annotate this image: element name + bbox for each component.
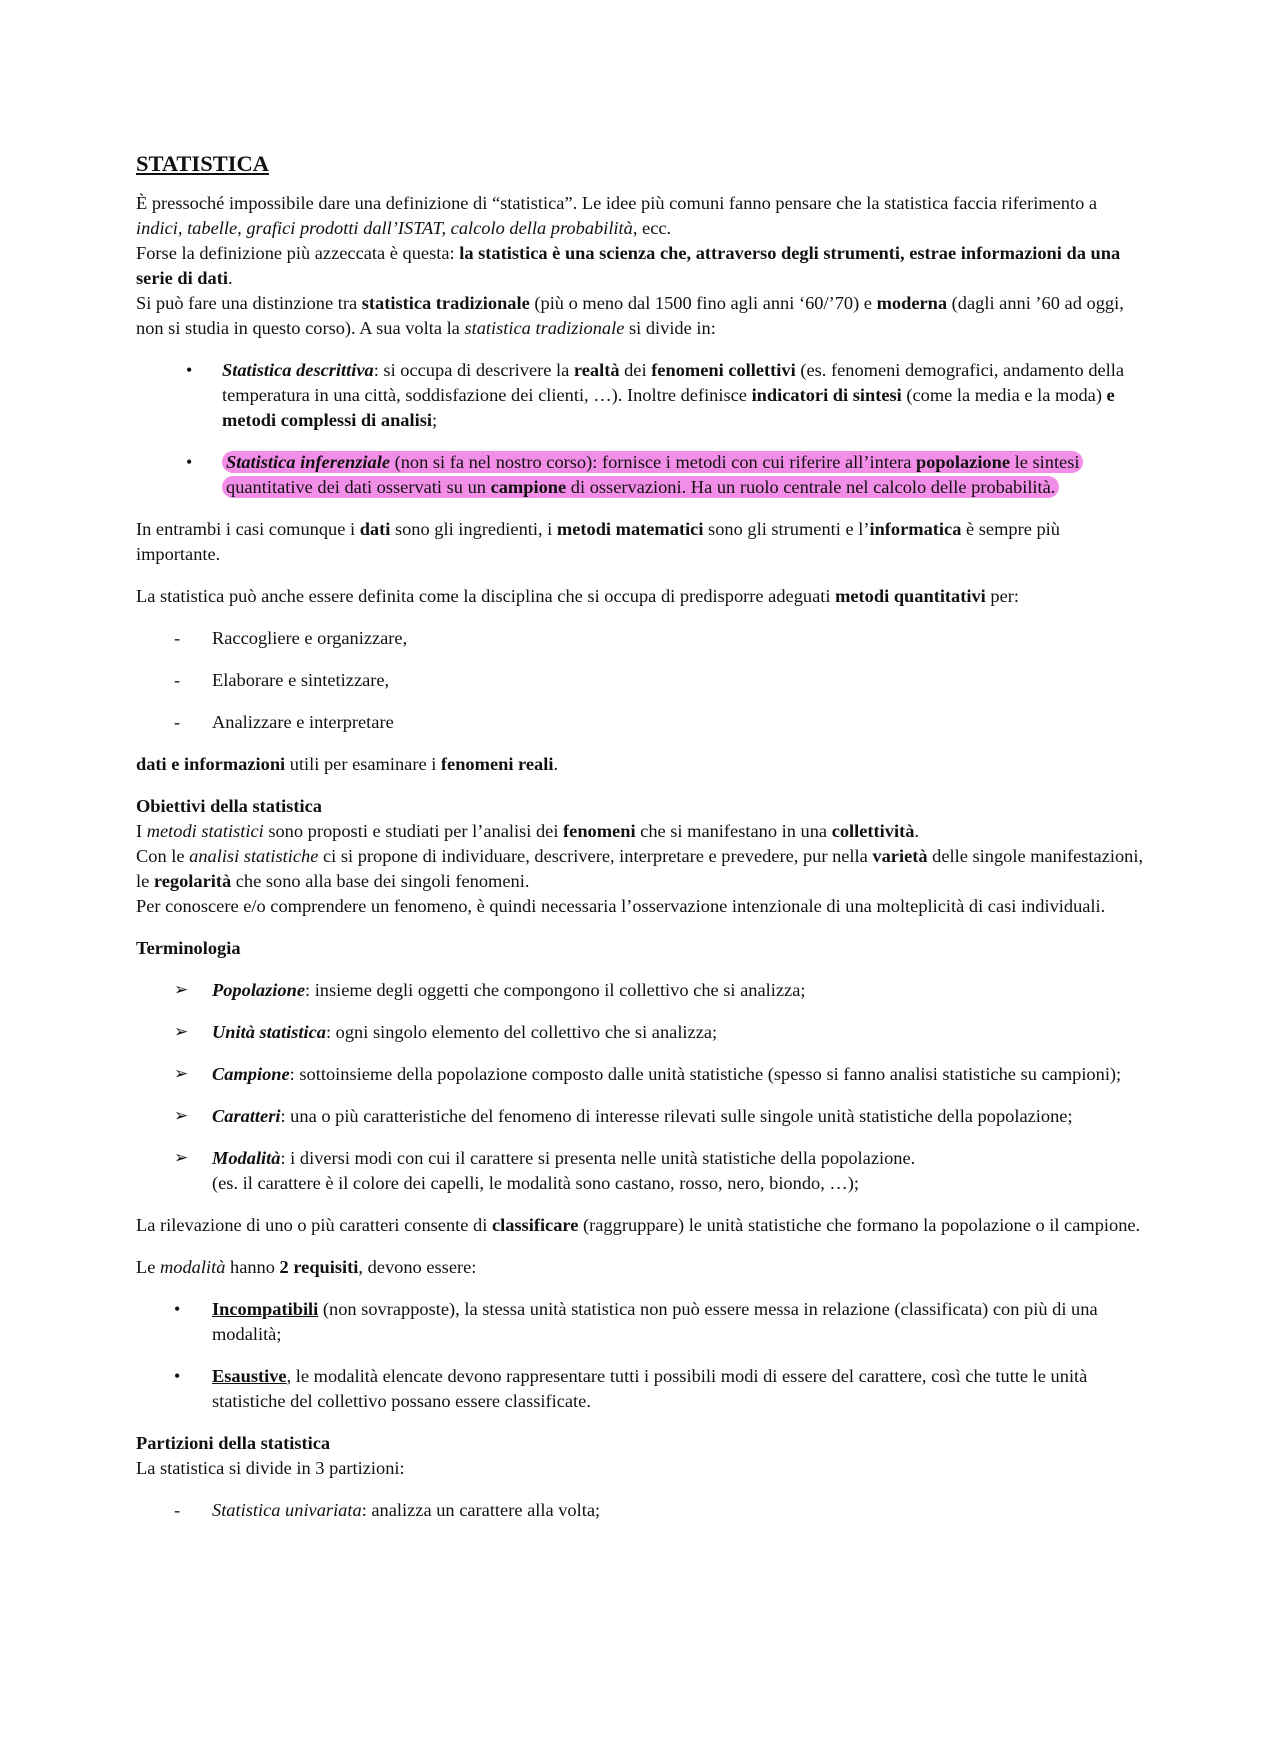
objectives-line-3: Per conoscere e/o comprendere un fenomeno, è quindi necessaria l’osservazione intenzionale di una molteplicità di casi individuali. <box>136 896 1106 916</box>
list-item: ➢ Unità statistica: ogni singolo elemento del collettivo che si analizza; <box>136 1020 1146 1045</box>
requirements-list <box>136 1297 1146 1414</box>
partitions-list <box>136 1498 1146 1523</box>
list-item: - Raccogliere e organizzare, <box>136 626 1146 651</box>
page-title: STATISTICA <box>136 151 269 176</box>
list-item: ➢ Popolazione: insieme degli oggetti che compongono il collettivo che si analizza; <box>136 978 1146 1003</box>
purpose-paragraph: dati e informazioni utili per esaminare i fenomeni reali. <box>136 754 559 774</box>
document-page <box>136 150 1146 1523</box>
dash-mark: - <box>174 628 181 648</box>
list-item: - Statistica univariata: analizza un carattere alla volta; <box>136 1498 1146 1523</box>
ingredients-paragraph: In entrambi i casi comunque i dati sono gli ingredienti, i metodi matematici sono gli strumenti e l’informatica è sempre più importante. <box>136 519 1060 564</box>
objectives-line-2: Con le analisi statistiche ci si propone di individuare, descrivere, interpretare e prevedere, pur nella varietà delle singole manifestazioni, le regolarità che sono alla base dei singoli fenomeni. <box>136 846 1144 891</box>
terminology-list <box>136 978 1146 1196</box>
bullet-mark: • <box>186 360 193 380</box>
list-item: • Incompatibili (non sovrapposte), la stessa unità statistica non può essere messa in relazione (classificata) con più di una modalità; <box>174 1299 1098 1344</box>
list-item: ➢ Campione: sottoinsieme della popolazione composto dalle unità statistiche (spesso si fanno analisi statistiche su campioni); <box>136 1062 1146 1087</box>
arrow-bullet-icon: ➢ <box>174 1022 189 1042</box>
list-item: ➢ Caratteri: una o più caratteristiche del fenomeno di interesse rilevati sulle singole unità statistiche della popolazione; <box>136 1104 1146 1129</box>
intro-paragraph-2: Forse la definizione più azzeccata è questa: la statistica è una scienza che, attraverso degli strumenti, estrae informazioni da una serie di dati. <box>136 243 1121 288</box>
actions-list <box>136 626 1146 735</box>
partitions-intro: La statistica si divide in 3 partizioni: <box>136 1458 405 1478</box>
list-item: - Analizzare e interpretare <box>136 710 1146 735</box>
bullet-mark: • <box>174 1366 181 1386</box>
dash-mark: - <box>174 712 181 732</box>
intro-paragraph-1: È pressoché impossibile dare una definizione di “statistica”. Le idee più comuni fanno pensare che la statistica faccia riferimento a indici, tabelle, grafici prodotti dall’ISTAT, calcolo della probabilità, ecc. <box>136 193 1098 238</box>
intro-paragraph-3: Si può fare una distinzione tra statistica tradizionale (più o meno dal 1500 fino agli anni ‘60/’70) e moderna (dagli anni ’60 ad oggi, non si studia in questo corso). A sua volta la statistica tradizionale si divide in: <box>136 293 1124 338</box>
objectives-heading: Obiettivi della statistica <box>136 796 322 816</box>
list-item: • Statistica descrittiva: si occupa di descrivere la realtà dei fenomeni collettivi (es. fenomeni demografici, andamento della temperatura in una città, soddisfazione dei clienti, …). Inoltre definisce indicatori di sintesi (come la media e la moda) e metodi complessi di analisi; <box>186 360 1125 430</box>
objectives-line-1: I metodi statistici sono proposti e studiati per l’analisi dei fenomeni che si manifestano in una collettività. <box>136 821 920 841</box>
highlighted-text: Statistica inferenziale (non si fa nel nostro corso): fornisce i metodi con cui riferire all’intera popolazione le sintesi quantitative dei dati osservati su un campione di osservazioni. Ha un ruolo centrale nel calcolo delle probabilità. <box>222 451 1083 498</box>
arrow-bullet-icon: ➢ <box>174 1106 189 1126</box>
list-item: - Elaborare e sintetizzare, <box>136 668 1146 693</box>
definition-paragraph: La statistica può anche essere definita come la disciplina che si occupa di predisporre adeguati metodi quantitativi per: <box>136 586 1019 606</box>
list-item <box>136 450 1146 500</box>
arrow-bullet-icon: ➢ <box>174 1064 189 1084</box>
bullet-mark: • <box>174 1299 181 1319</box>
dash-mark: - <box>174 1500 181 1520</box>
requirements-paragraph: Le modalità hanno 2 requisiti, devono essere: <box>136 1257 477 1277</box>
list-item: • Esaustive, le modalità elencate devono rappresentare tutti i possibili modi di essere del carattere, così che tutte le unità statistiche del collettivo possano essere classificate. <box>174 1366 1088 1411</box>
branches-list <box>136 358 1146 500</box>
terminology-heading: Terminologia <box>136 938 241 958</box>
classify-paragraph: La rilevazione di uno o più caratteri consente di classificare (raggruppare) le unità statistiche che formano la popolazione o il campione. <box>136 1215 1141 1235</box>
arrow-bullet-icon: ➢ <box>174 980 189 1000</box>
partitions-heading: Partizioni della statistica <box>136 1433 331 1453</box>
dash-mark: - <box>174 670 181 690</box>
list-item: ➢ Modalità: i diversi modi con cui il carattere si presenta nelle unità statistiche della popolazione. (es. il carattere è il colore dei capelli, le modalità sono castano, rosso, nero, biondo, …); <box>174 1148 916 1193</box>
bullet-mark: • <box>186 452 193 472</box>
arrow-bullet-icon: ➢ <box>174 1148 189 1168</box>
